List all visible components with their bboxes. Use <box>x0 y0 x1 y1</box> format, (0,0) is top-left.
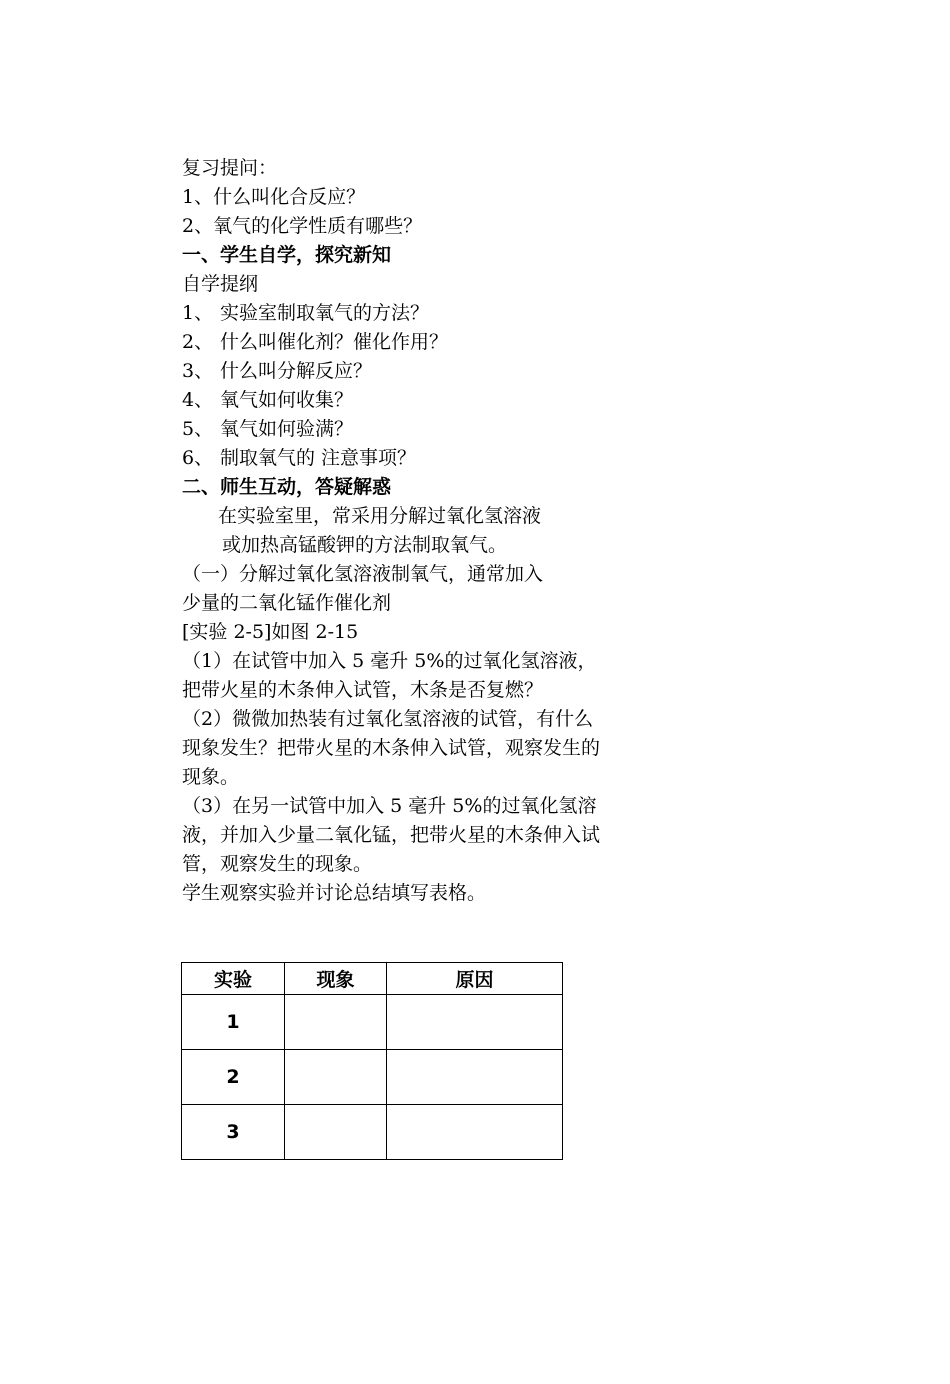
outline-item <box>182 357 602 386</box>
experiment-step-1: （1）在试管中加入 5 毫升 5%的过氧化氢溶液，把带火星的木条伸入试管，木条是否复燃？ <box>182 650 597 701</box>
outline-title: 自学提纲 <box>182 273 259 295</box>
outline-item-text: 实验室制取氧气的方法？ <box>220 302 430 324</box>
cell-phenomenon[interactable] <box>285 1105 387 1160</box>
subsection-1-line-1: （一）分解过氧化氢溶液制氧气，通常加入 <box>182 563 544 585</box>
experiment-step-3: （3）在另一试管中加入 5 毫升 5%的过氧化氢溶液，并加入少量二氧化锰，把带火星的木条伸入试管，观察发生的现象。 <box>182 795 601 875</box>
outline-item-number: 4、 <box>182 389 214 411</box>
header-experiment: 实验 <box>182 963 285 995</box>
header-phenomenon: 现象 <box>285 963 387 995</box>
cell-phenomenon[interactable] <box>285 1050 387 1105</box>
outline-item-number: 6、 <box>182 447 214 469</box>
review-heading: 复习提问： <box>182 157 278 179</box>
outline-item-number: 5、 <box>182 418 214 440</box>
review-question-1: 1、什么叫化合反应？ <box>182 186 366 208</box>
table-row <box>182 1050 563 1105</box>
cell-experiment: 3 <box>182 1105 285 1160</box>
results-table <box>181 962 563 1160</box>
outline-item <box>182 415 602 444</box>
table-header-row <box>182 963 563 995</box>
outline-item-text: 氧气如何收集？ <box>220 389 354 411</box>
experiment-reference: [实验 2-5]如图 2-15 <box>182 621 359 643</box>
cell-reason[interactable] <box>387 1105 563 1160</box>
outline-item-number: 1、 <box>182 302 214 324</box>
header-reason: 原因 <box>387 963 563 995</box>
experiment-step-2: （2）微微加热装有过氧化氢溶液的试管，有什么现象发生？把带火星的木条伸入试管，观察发生的现象。 <box>182 708 601 788</box>
table-row <box>182 1105 563 1160</box>
outline-item-text: 制取氧气的 注意事项？ <box>220 447 417 469</box>
cell-experiment: 1 <box>182 995 285 1050</box>
cell-reason[interactable] <box>387 995 563 1050</box>
outline-item-text: 什么叫分解反应？ <box>220 360 373 382</box>
outline-item <box>182 328 602 357</box>
cell-reason[interactable] <box>387 1050 563 1105</box>
outline-item-text: 氧气如何验满？ <box>220 418 354 440</box>
outline-item-number: 3、 <box>182 360 214 382</box>
outline-item-text: 什么叫催化剂？催化作用？ <box>220 331 449 353</box>
document-body <box>182 154 602 908</box>
outline-item-number: 2、 <box>182 331 214 353</box>
outline-item <box>182 386 602 415</box>
intro-line-1: 在实验室里，常采用分解过氧化氢溶液 <box>218 505 542 527</box>
review-question-2: 2、氧气的化学性质有哪些？ <box>182 215 423 237</box>
intro-line-2: 或加热高锰酸钾的方法制取氧气。 <box>222 534 508 556</box>
section-2-heading: 二、师生互动，答疑解惑 <box>182 476 392 498</box>
cell-experiment: 2 <box>182 1050 285 1105</box>
section-1-heading: 一、学生自学，探究新知 <box>182 244 392 266</box>
closing-instruction: 学生观察实验并讨论总结填写表格。 <box>182 882 487 904</box>
cell-phenomenon[interactable] <box>285 995 387 1050</box>
subsection-1-line-2: 少量的二氧化锰作催化剂 <box>182 592 392 614</box>
outline-item <box>182 299 602 328</box>
outline-item <box>182 444 602 473</box>
table-row <box>182 995 563 1050</box>
